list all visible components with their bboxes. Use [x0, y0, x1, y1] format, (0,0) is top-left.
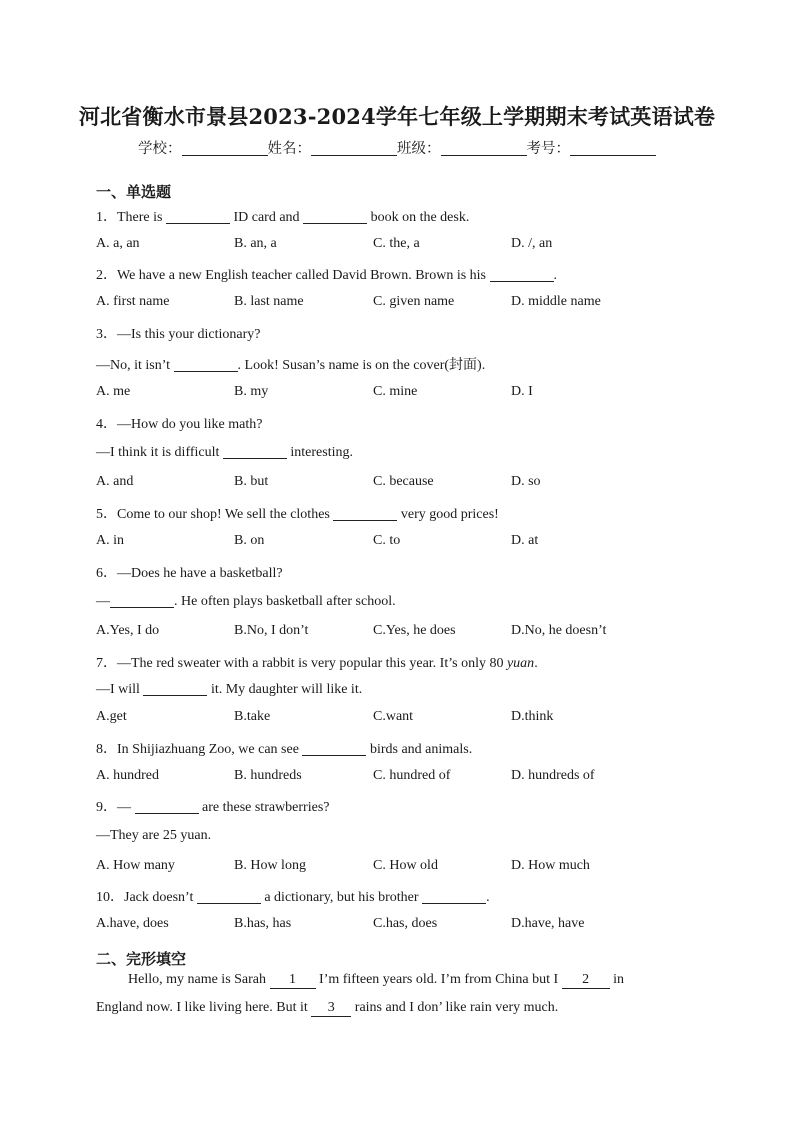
q6-blank: [110, 593, 174, 608]
question-6-line-2: [96, 593, 396, 610]
q6-text-b: . He often plays basketball after school.: [174, 594, 396, 609]
q4-option-b: B. but: [234, 474, 269, 489]
q10-blank-2: [422, 889, 486, 904]
question-5: [96, 503, 499, 523]
school-label: 学校：: [138, 141, 182, 157]
question-9-line-2: —They are 25 yuan.: [96, 828, 212, 843]
q8-option-b: B. hundreds: [234, 768, 302, 783]
q8-blank: [302, 741, 366, 756]
q1-text-b: ID card and: [229, 210, 304, 225]
q2-text-b: .: [553, 268, 557, 283]
cloze-blank-2: 2: [562, 972, 610, 989]
q1-option-b: B. an, a: [234, 236, 277, 251]
q4-option-d: D. so: [511, 474, 541, 489]
q5-blank: [333, 506, 397, 521]
question-10: [96, 886, 490, 906]
question-7-line-2: [96, 681, 362, 698]
class-blank[interactable]: [441, 141, 527, 156]
q4-text-a: —I think it is difficult: [96, 445, 223, 460]
q10-option-b: B.has, has: [234, 916, 292, 931]
question-6-line-1: 6．—Does he have a basketball?: [96, 566, 283, 581]
q7-option-a: A.get: [96, 709, 127, 724]
q1-text-a: 1．There is: [96, 210, 166, 225]
q6-option-a: A.Yes, I do: [96, 623, 160, 638]
q10-option-a: A.have, does: [96, 916, 169, 931]
q1-blank-2: [303, 209, 367, 224]
name-label: 姓名：: [267, 141, 311, 157]
q7-text-d: it. My daughter will like it.: [207, 682, 363, 697]
q7-text-italic: yuan: [506, 656, 535, 671]
q8-option-a: A. hundred: [96, 768, 159, 783]
q7-text-a: 7．—The red sweater with a rabbit is very popular this year. It’s only 80: [96, 656, 507, 671]
q10-blank-1: [197, 889, 261, 904]
q5-option-d: D. at: [511, 533, 539, 548]
q2-option-b: B. last name: [234, 294, 304, 309]
q6-text-a: —: [96, 594, 110, 609]
exam-title: 河北省衡水市景县2023-2024学年七年级上学期期末考试英语试卷: [78, 104, 716, 129]
q10-text-a: 10．Jack doesn’t: [96, 890, 197, 905]
q9-text-b: are these strawberries?: [198, 800, 330, 815]
q1-option-d: D. /, an: [511, 236, 553, 251]
q1-blank-1: [166, 209, 230, 224]
passage-text-4: England now. I like living here. But it: [96, 1000, 312, 1015]
cloze-blank-3: 3: [311, 1000, 351, 1017]
q7-text-b: .: [534, 656, 538, 671]
q3-option-c: C. mine: [373, 384, 418, 399]
q2-option-a: A. first name: [96, 294, 170, 309]
number-label: 考号：: [526, 141, 570, 157]
q7-blank: [143, 681, 207, 696]
q5-option-b: B. on: [234, 533, 265, 548]
name-blank[interactable]: [311, 141, 397, 156]
q6-option-c: C.Yes, he does: [373, 623, 456, 638]
q1-option-c: C. the, a: [373, 236, 420, 251]
question-9-line-1: [96, 796, 329, 816]
q3-text-b: . Look! Susan’s name is on the cover(封面).: [237, 358, 486, 373]
q7-option-d: D.think: [511, 709, 554, 724]
q7-option-b: B.take: [234, 709, 271, 724]
q3-option-b: B. my: [234, 384, 269, 399]
q2-blank: [490, 267, 554, 282]
section-heading-single-choice: 一、单选题: [96, 183, 172, 201]
passage-text-5: rains and I don’ like rain very much.: [351, 1000, 559, 1015]
q7-text-c: —I will: [96, 682, 144, 697]
q2-option-d: D. middle name: [511, 294, 601, 309]
passage-line-1: [128, 972, 624, 989]
q5-option-c: C. to: [373, 533, 401, 548]
q9-option-d: D. How much: [511, 858, 590, 873]
question-8: [96, 738, 472, 758]
q8-text-a: 8．In Shijiazhuang Zoo, we can see: [96, 742, 303, 757]
number-blank[interactable]: [570, 141, 656, 156]
q3-blank: [174, 357, 238, 372]
q3-text-a: —No, it isn’t: [96, 358, 174, 373]
q7-option-c: C.want: [373, 709, 414, 724]
q8-option-d: D. hundreds of: [511, 768, 595, 783]
q10-option-c: C.has, does: [373, 916, 438, 931]
question-3-line-2: [96, 354, 485, 374]
student-info-row: [0, 137, 794, 158]
q5-text-a: 5．Come to our shop! We sell the clothes: [96, 507, 334, 522]
question-4-line-1: 4．—How do you like math?: [96, 417, 263, 432]
question-3-line-1: 3．—Is this your dictionary?: [96, 327, 261, 342]
q5-text-b: very good prices!: [397, 507, 499, 522]
q5-option-a: A. in: [96, 533, 124, 548]
q4-option-c: C. because: [373, 474, 434, 489]
q2-option-c: C. given name: [373, 294, 455, 309]
class-label: 班级：: [397, 141, 441, 157]
question-7-line-1: [96, 652, 538, 672]
q8-text-b: birds and animals.: [366, 742, 473, 757]
section-heading-cloze: 二、完形填空: [96, 950, 187, 968]
q9-option-b: B. How long: [234, 858, 306, 873]
q9-blank: [135, 799, 199, 814]
q9-text-a: 9．—: [96, 800, 135, 815]
q3-option-a: A. me: [96, 384, 131, 399]
cloze-blank-1: 1: [270, 972, 316, 989]
passage-text-1: Hello, my name is Sarah: [128, 972, 270, 987]
q9-option-a: A. How many: [96, 858, 175, 873]
q6-option-b: B.No, I don’t: [234, 623, 309, 638]
question-4-line-2: [96, 444, 353, 461]
passage-text-2: I’m fifteen years old. I’m from China but I: [315, 972, 562, 987]
question-2: [96, 264, 557, 284]
q10-option-d: D.have, have: [511, 916, 585, 931]
q8-option-c: C. hundred of: [373, 768, 451, 783]
q4-blank: [223, 444, 287, 459]
q3-option-d: D. I: [511, 384, 533, 399]
q10-text-c: .: [486, 890, 490, 905]
school-blank[interactable]: [182, 141, 268, 156]
q1-option-a: A. a, an: [96, 236, 140, 251]
q2-text-a: 2．We have a new English teacher called David Brown. Brown is his: [96, 268, 490, 283]
q4-option-a: A. and: [96, 474, 134, 489]
q6-option-d: D.No, he doesn’t: [511, 623, 607, 638]
q4-text-b: interesting.: [286, 445, 354, 460]
passage-line-2: [96, 1000, 558, 1017]
q9-option-c: C. How old: [373, 858, 438, 873]
question-1: [96, 206, 469, 226]
passage-text-3: in: [609, 972, 625, 987]
q10-text-b: a dictionary, but his brother: [260, 890, 423, 905]
q1-text-c: book on the desk.: [367, 210, 470, 225]
